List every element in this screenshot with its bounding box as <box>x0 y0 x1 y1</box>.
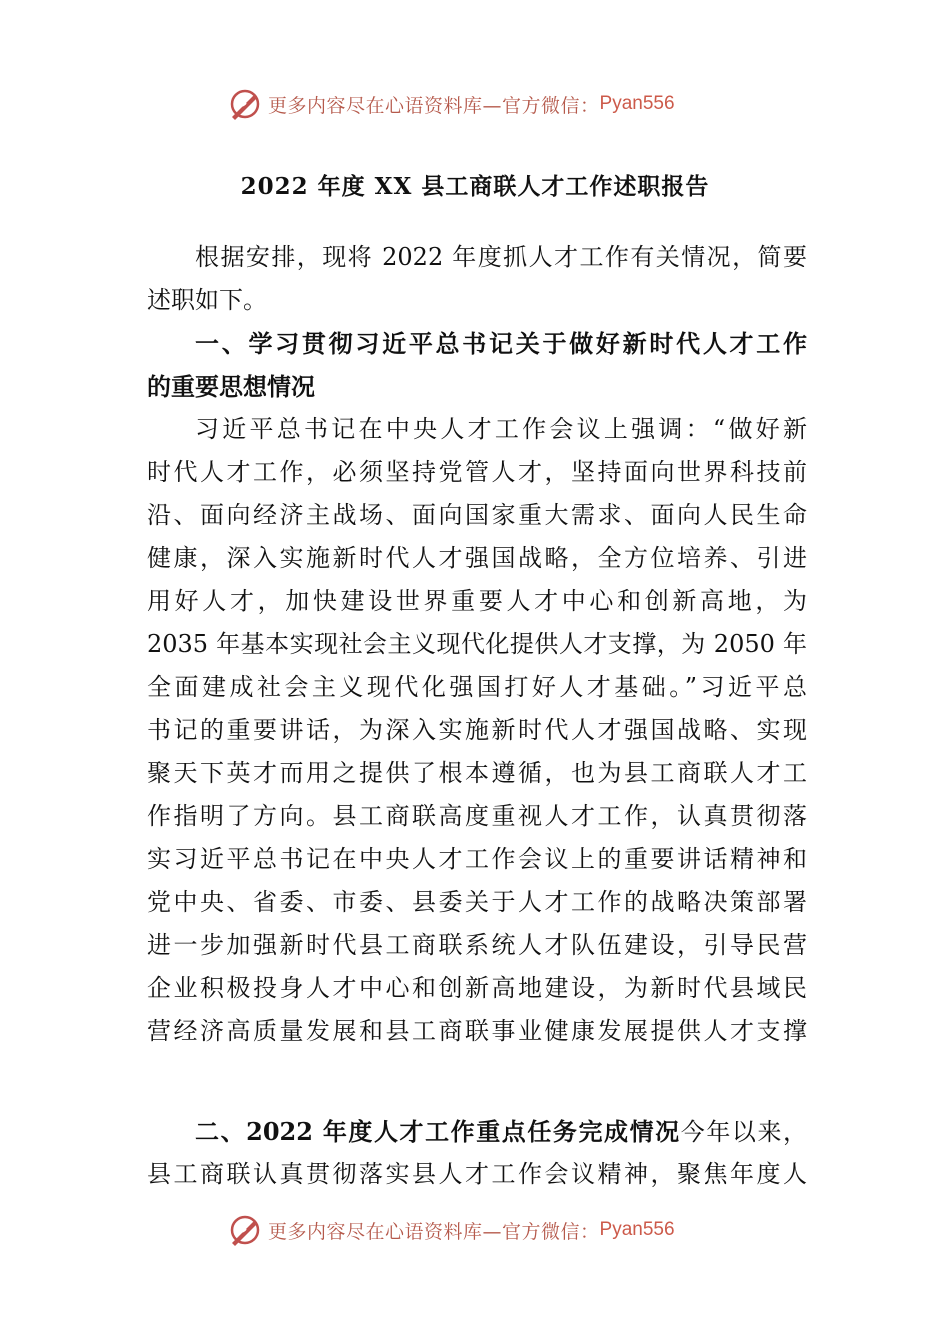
section-heading-1: 一、学习贯彻习近平总书记关于做好新时代人才工作 <box>195 329 807 358</box>
section-heading-2: 二、2022 年度人才工作重点任务完成情况 <box>195 1117 681 1146</box>
paragraph-line: 书记的重要讲话，为深入实施新时代人才强国战略、实现 <box>147 716 807 744</box>
watermark-text: 更多内容尽在心语资料库—官方微信： <box>268 94 600 117</box>
section-2 <box>147 1110 807 1196</box>
paragraph-line: 健康，深入实施新时代人才强国战略，全方位培养、引进 <box>147 544 807 572</box>
paragraph-line: 2035 年基本实现社会主义现代化提供人才支撑，为 2050 年 <box>147 630 807 658</box>
paragraph-line: 党中央、省委、市委、县委关于人才工作的战略决策部署 <box>147 888 807 916</box>
paragraph-line: 沿、面向经济主战场、面向国家重大需求、面向人民生命 <box>147 501 807 529</box>
paragraph-line: 全面建成社会主义现代化强国打好人才基础。”习近平总 <box>147 673 807 701</box>
watermark-text: 更多内容尽在心语资料库—官方微信： <box>268 1220 600 1243</box>
paragraph-line: 县工商联认真贯彻落实县人才工作会议精神，聚焦年度人 <box>147 1160 807 1188</box>
document-body <box>147 236 807 1053</box>
pen-logo-icon <box>228 1213 262 1247</box>
pen-logo-icon <box>228 87 262 121</box>
paragraph-line: 实习近平总书记在中央人才工作会议上的重要讲话精神和 <box>147 845 807 873</box>
paragraph-line: 述职如下。 <box>147 286 267 314</box>
paragraph-line: 进一步加强新时代县工商联系统人才队伍建设，引导民营 <box>147 931 807 959</box>
paragraph-line: 习近平总书记在中央人才工作会议上强调：“做好新 <box>195 415 807 443</box>
section-heading-1-cont: 的重要思想情况 <box>147 372 315 401</box>
paragraph-line: 聚天下英才而用之提供了根本遵循，也为县工商联人才工 <box>147 759 807 787</box>
paragraph-line: 用好人才，加快建设世界重要人才中心和创新高地，为 <box>147 587 807 615</box>
paragraph-line: 营经济高质量发展和县工商联事业健康发展提供人才支撑 <box>147 1017 807 1045</box>
watermark-contact: Pyan556 <box>599 1219 675 1240</box>
section-2-intro: 今年以来， <box>680 1118 808 1146</box>
paragraph-line: 时代人才工作，必须坚持党管人才，坚持面向世界科技前 <box>147 458 807 486</box>
watermark-banner-top <box>228 82 748 126</box>
paragraph-line: 企业积极投身人才中心和创新高地建设，为新时代县域民 <box>147 974 807 1002</box>
document-title: 2022 年度 XX 县工商联人才工作述职报告 <box>240 173 710 200</box>
paragraph-line: 作指明了方向。县工商联高度重视人才工作，认真贯彻落 <box>147 802 807 830</box>
paragraph-line: 根据安排，现将 2022 年度抓人才工作有关情况，简要 <box>195 243 807 271</box>
section-heading-2-line <box>147 1110 807 1153</box>
watermark-contact: Pyan556 <box>599 93 675 114</box>
watermark-banner-bottom <box>228 1208 748 1252</box>
